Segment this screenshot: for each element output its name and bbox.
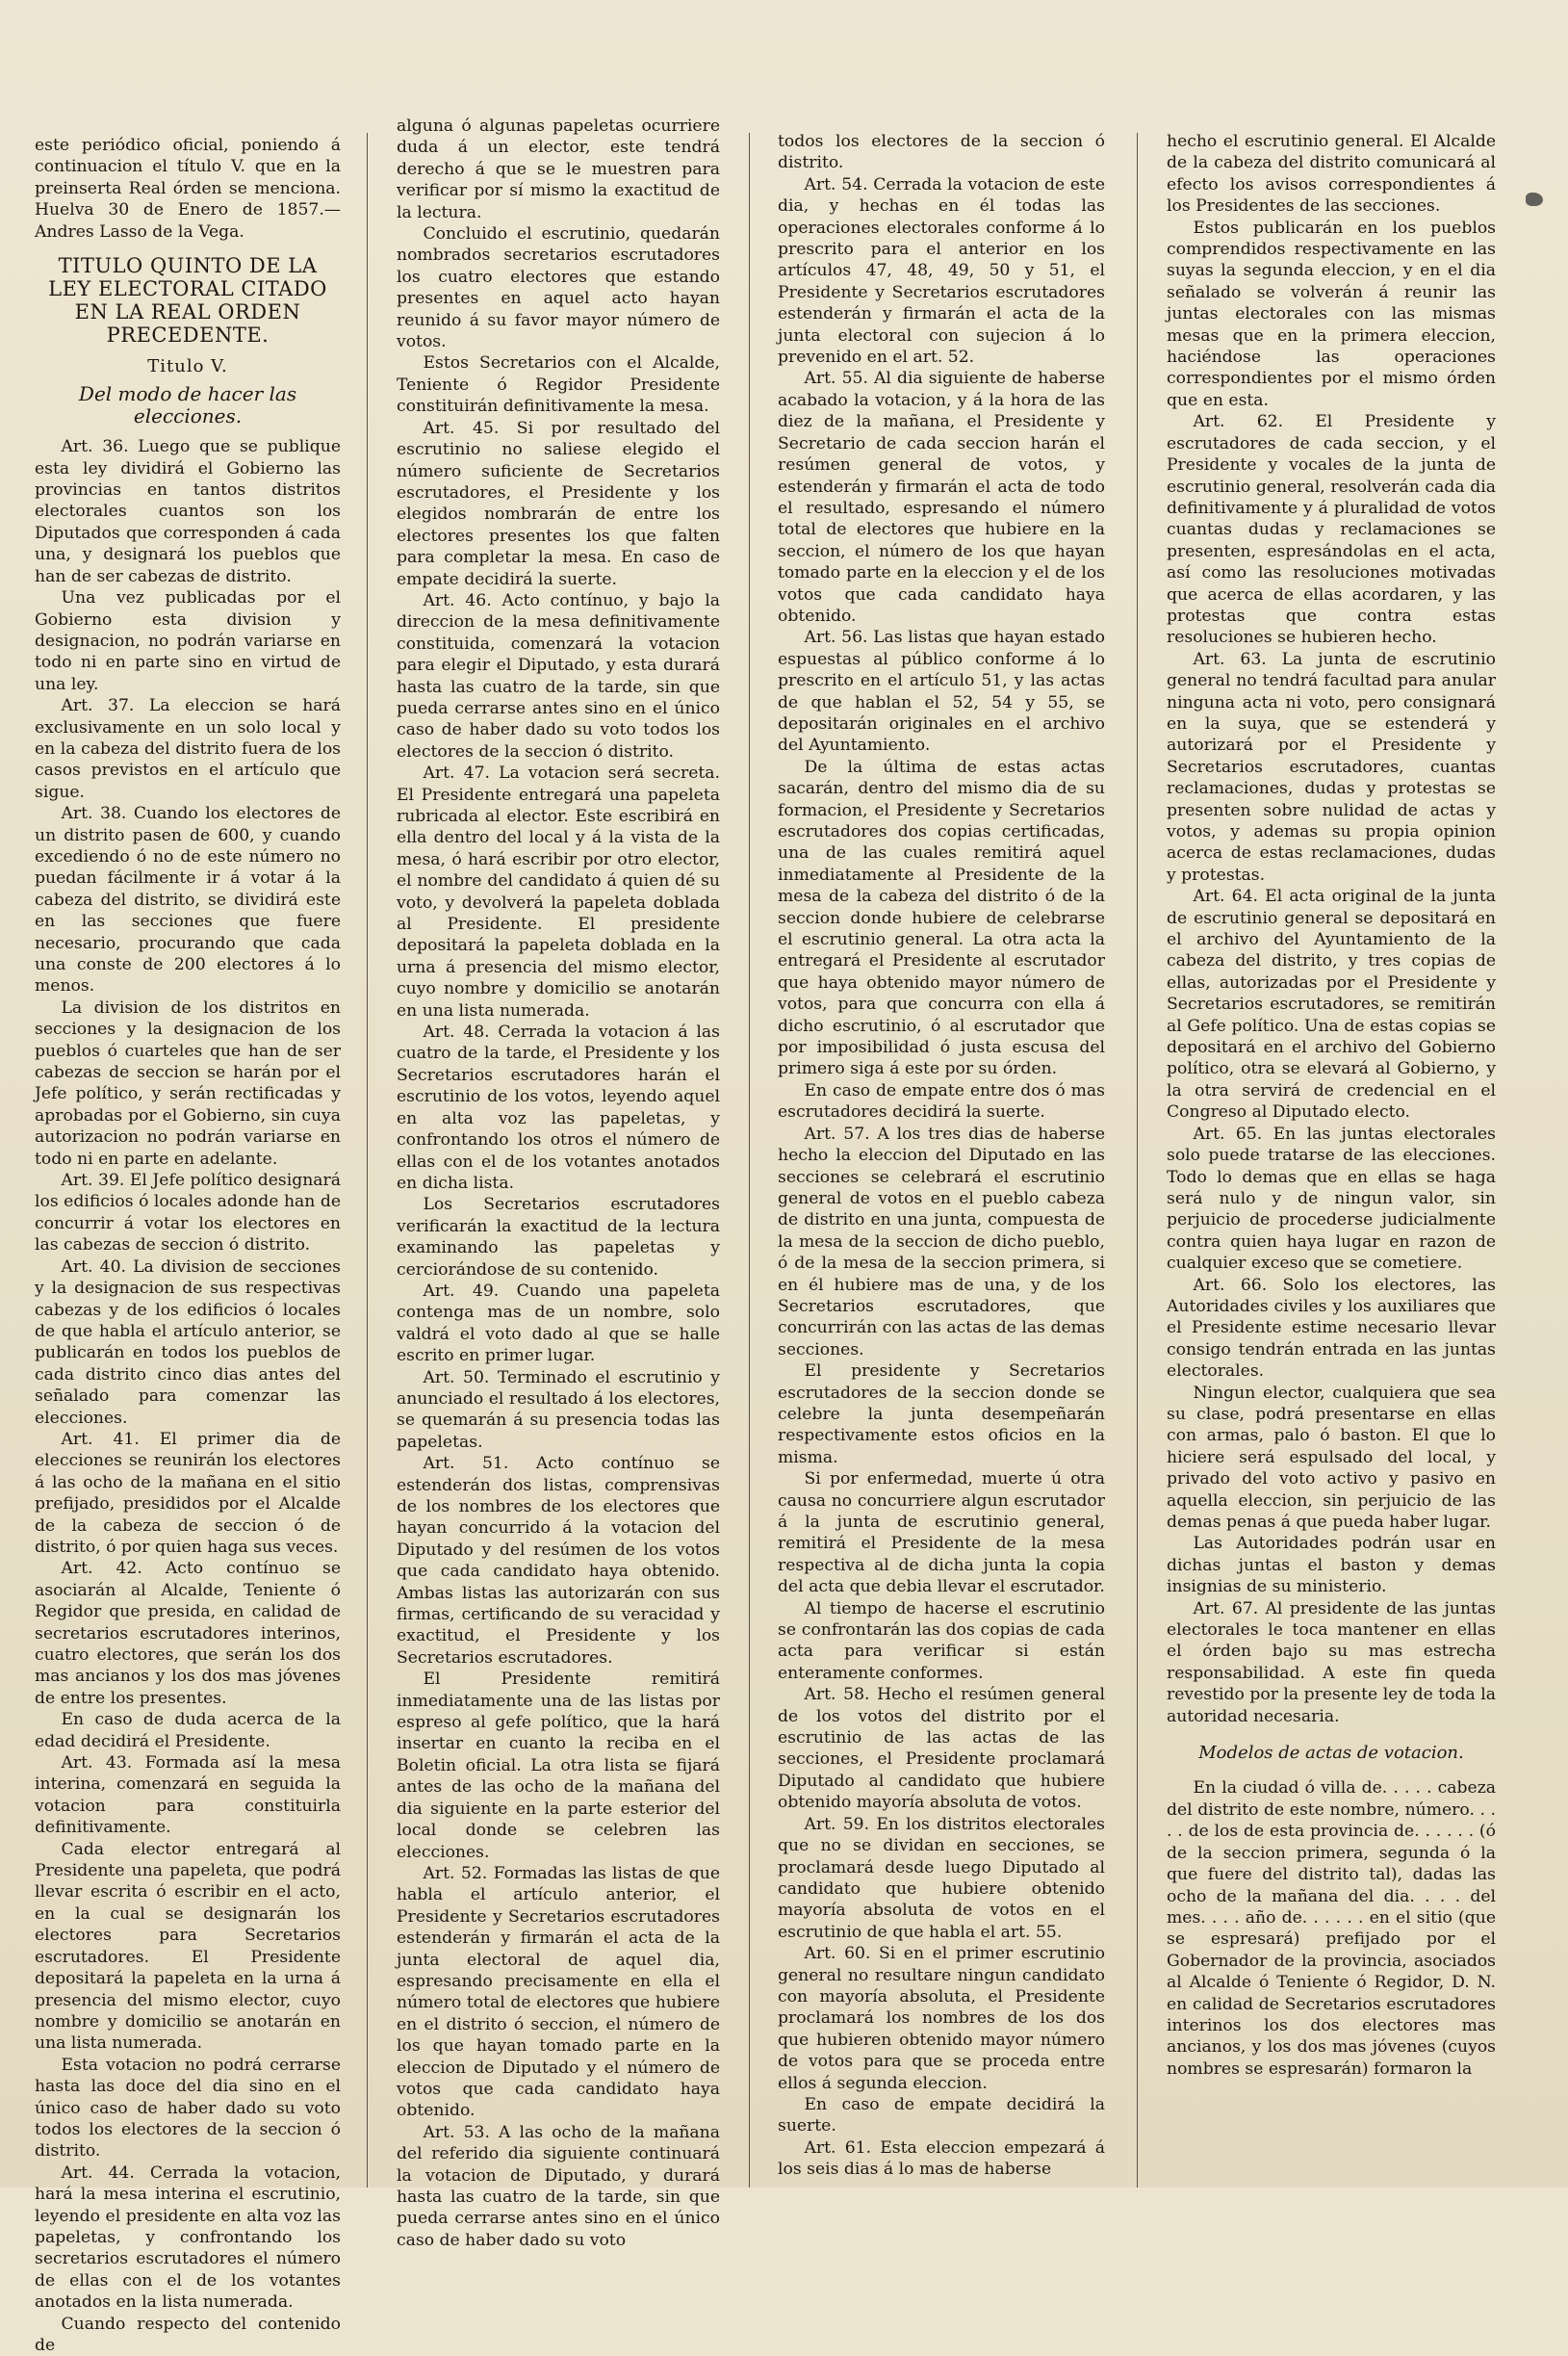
paragraph: Art. 57. A los tres dias de haberse hecho la eleccion del Diputado en las secciones se celebrará el escrutinio general de votos en el pueblo cabeza de distrito en una junta, compuesta de la mesa de la seccion de dicho pueblo, ó de la mesa de la seccion primera, si en él hubiere mas de una, y de los Secretarios escrutadores, que concurrirán con las actas de las demas secciones. <box>778 1124 1105 1359</box>
paragraph: Art. 53. A las ocho de la mañana del referido dia siguiente continuará la votacion de Diputado, y durará hasta las cuatro de la tarde, sin que pueda cerrarse antes sino en el único caso de haber dado su voto <box>397 2122 720 2250</box>
paragraph: Concluido el escrutinio, quedarán nombrados secretarios escrutadores los cuatro electores que estando presentes en aquel acto hayan reunido á su favor mayor número de votos. <box>397 224 720 352</box>
column-divider <box>367 133 368 2188</box>
paragraph: Cuando respecto del contenido de <box>35 2314 341 2355</box>
paragraph: Art. 58. Hecho el resúmen general de los votos del distrito por el escrutinio de las actas de las secciones, el Presidente proclamará Diputado al candidato que hubiere obtenido mayoría absoluta de votos. <box>778 1685 1105 1813</box>
paragraph: Art. 65. En las juntas electorales solo puede tratarse de las elecciones. Todo lo demas que en ellas se haga será nulo y de ningun valor, sin perjuicio de procederse judicialmente contra quien haya lugar en razon de cualquier exceso que se cometiere. <box>1167 1124 1496 1274</box>
paragraph: Art. 48. Cerrada la votacion á las cuatro de la tarde, el Presidente y los Secretarios escrutadores harán el escrutinio de los votos, leyendo aquel en alta voz las papeletas, y confrontando los otros el número de ellas con el de los votantes anotados en dicha lista. <box>397 1023 720 1193</box>
paragraph: Art. 42. Acto contínuo se asociarán al Alcalde, Teniente ó Regidor que presida, en calidad de secretarios escrutadores interinos, cuatro electores, que serán los dos mas ancianos y los dos mas jóvenes de entre los presentes. <box>35 1559 341 1708</box>
paragraph: Art. 52. Formadas las listas de que habla el artículo anterior, el Presidente y Secretarios escrutadores estenderán y firmarán el acta de la junta electoral de aquel dia, espresando precisamente en ella el número total de electores que hubiere en el distrito ó seccion, el número de los que hayan tomado parte en la eleccion de Diputado y el número de votos que cada candidato haya obtenido. <box>397 1863 720 2121</box>
paragraph: Esta votacion no podrá cerrarse hasta las doce del dia sino en el único caso de haber dado su voto todos los electores de la seccion ó distrito. <box>35 2055 341 2162</box>
paragraph: Art. 59. En los distritos electorales que no se dividan en secciones, se proclamará desde luego Diputado al candidato que hubiere obtenido mayoría absoluta de votos en el escrutinio de que habla el art. 55. <box>778 1814 1105 1942</box>
intro-paragraph: este periódico oficial, poniendo á continuacion el título V. que en la preinserta Real órden se menciona. Huelva 30 de Enero de 1857.— Andres Lasso de la Vega. <box>35 136 341 242</box>
paragraph: En la ciudad ó villa de. . . . . cabeza del distrito de este nombre, número. . . . . de los de esta provincia de. . . . . . (ó de la seccion primera, segunda ó la que fuere del distrito tal), dadas las ocho de la mañana del dia. . . . del mes. . . . año de. . . . . . en el sitio (que se espresará) prefijado por el Gobernador de la provincia, asociados al Alcalde ó Teniente ó Regidor, D. N. en calidad de Secretarios escrutadores interinos los dos electores mas ancianos, y los dos mas jóvenes (cuyos nombres se espresarán) formaron la <box>1167 1778 1496 2079</box>
paragraph: Art. 54. Cerrada la votacion de este dia, y hechas en él todas las operaciones electorales conforme á lo prescrito para el anterior en los artículos 47, 48, 49, 50 y 51, el Presidente y Secretarios escrutadores estenderán y firmarán el acta de la junta electoral con sujecion á lo prevenido en el art. 52. <box>778 174 1105 368</box>
paragraph: Ningun elector, cualquiera que sea su clase, podrá presentarse en ellas con armas, palo ó baston. El que lo hiciere será espulsado del local, y privado del voto activo y pasivo en aquella eleccion, sin perjuicio de las demas penas á que pueda haber lugar. <box>1167 1383 1496 1532</box>
paragraph: Al tiempo de hacerse el escrutinio se confrontarán las dos copias de cada acta para verificar si están enteramente conformes. <box>778 1598 1105 1683</box>
paragraph: Art. 44. Cerrada la votacion, hará la mesa interina el escrutinio, leyendo el presidente en alta voz las papeletas, y confrontando los secretarios escrutadores el número de ellas con el de los votantes anotados en la lista numerada. <box>35 2162 341 2313</box>
paragraph: Art. 64. El acta original de la junta de escrutinio general se depositará en el archivo del Ayuntamiento de la cabeza del distrito, y tres copias de ellas, autorizadas por el Presidente y Secretarios escrutadores, se remitirán al Gefe político. Una de estas copias se depositará en el archivo del Gobierno político, otra se elevará al Gobierno, y la otra servirá de credencial en el Congreso al Diputado electo. <box>1167 887 1496 1123</box>
paragraph: Art. 38. Cuando los electores de un distrito pasen de 600, y cuando excediendo ó no de este número no puedan fácilmente ir á votar á la cabeza del distrito, se dividirá este en las secciones que fuere necesario, procurando que cada una conste de 200 electores á lo menos. <box>35 804 341 997</box>
paragraph: Art. 46. Acto contínuo, y bajo la direccion de la mesa definitivamente constituida, comenzará la votacion para elegir el Diputado, y esta durará hasta las cuatro de la tarde, sin que pueda cerrarse antes sino en el único caso de haber dado su voto todos los electores de la seccion ó distrito. <box>397 590 720 762</box>
column-4 <box>1167 131 1496 2178</box>
column-divider <box>749 133 750 2188</box>
paragraph: Art. 66. Solo los electores, las Autoridades civiles y los auxiliares que el Presidente estime necesario llevar consigo tendrán entrada en las juntas electorales. <box>1167 1275 1496 1382</box>
paragraph: Art. 55. Al dia siguiente de haberse acabado la votacion, y á la hora de las diez de la mañana, el Presidente y Secretario de cada seccion harán el resúmen general de votos, y estenderán y firmarán el acta de todo el resultado, espresando el número total de electores que hubiere en la seccion, el número de los que hayan tomado parte en la eleccion y el de los votos que cada candidato haya obtenido. <box>778 369 1105 626</box>
paragraph: Cada elector entregará al Presidente una papeleta, que podrá llevar escrita ó escribir en el acto, en la cual se designarán los electores para Secretarios escrutadores. El Presidente depositará la papeleta en la urna á presencia del mismo elector, cuyo nombre y domicilio se anotarán en una lista numerada. <box>35 1839 341 2054</box>
paragraph: alguna ó algunas papeletas ocurriere duda á un elector, este tendrá derecho á que se le muestren para verificar por sí mismo la exactitud de la lectura. <box>397 117 720 222</box>
title-number: Titulo V. <box>147 356 228 377</box>
column-2 <box>397 116 720 2250</box>
paragraph: En caso de duda acerca de la edad decidirá el Presidente. <box>35 1710 341 1751</box>
chapter-heading: Del modo de hacer las elecciones. <box>78 382 297 427</box>
models-heading: Modelos de actas de votacion. <box>1198 1743 1464 1764</box>
paragraph: Art. 37. La eleccion se hará exclusivamente en un solo local y en la cabeza del distrito fuera de los casos previstos en el artículo que sigue. <box>35 696 341 802</box>
paragraph: Estos publicarán en los pueblos comprendidos respectivamente en las suyas la segunda eleccion, y en el dia señalado se volverán á reunir las juntas electorales con las mismas mesas que en la primera eleccion, haciéndose las operaciones correspondientes por el mismo órden que en esta. <box>1167 218 1496 410</box>
paragraph: Una vez publicadas por el Gobierno esta division y designacion, no podrán variarse en todo ni en parte sino en virtud de una ley. <box>35 588 341 694</box>
column-1 <box>35 135 341 2355</box>
paragraph: Si por enfermedad, muerte ú otra causa no concurriere algun escrutador á la junta de escrutinio general, remitirá el Presidente de la mesa respectiva al de dicha junta la copia del acta que debia llevar el escrutador. <box>778 1469 1105 1597</box>
paragraph: Art. 49. Cuando una papeleta contenga mas de un nombre, solo valdrá el voto dado al que se halle escrito en primer lugar. <box>397 1281 720 1366</box>
paragraph: El Presidente remitirá inmediatamente una de las listas por espreso al gefe político, que la hará insertar en cuanto la reciba en el Boletin oficial. La otra lista se fijará antes de las ocho de la mañana del dia siguiente en la parte esterior del local donde se celebren las elecciones. <box>397 1670 720 1862</box>
paragraph: Art. 51. Acto contínuo se estenderán dos listas, comprensivas de los nombres de los electores que hayan concurrido á la votacion del Diputado y del resúmen de los votos que cada candidato haya obtenido. Ambas listas las autorizarán con sus firmas, certificando de su veracidad y exactitud, el Presidente y los Secretarios escrutadores. <box>397 1454 720 1668</box>
paragraph: Art. 39. El Jefe político designará los edificios ó locales adonde han de concurrir á votar los electores en las cabezas de seccion ó distrito. <box>35 1171 341 1256</box>
paragraph: Estos Secretarios con el Alcalde, Teniente ó Regidor Presidente constituirán definitivamente la mesa. <box>397 353 720 417</box>
paragraph: Art. 50. Terminado el escrutinio y anunciado el resultado á los electores, se quemarán á su presencia todas las papeletas. <box>397 1367 720 1452</box>
paragraph: Art. 63. La junta de escrutinio general no tendrá facultad para anular ninguna acta ni voto, pero consignará en la suya, que se estenderá y autorizará por el Presidente y Secretarios escrutadores, cuantas reclamaciones, dudas y protestas se presenten sobre nulidad de actas y votos, y ademas su propia opinion acerca de estas reclamaciones, dudas y protestas. <box>1167 649 1496 885</box>
paragraph: Art. 41. El primer dia de elecciones se reunirán los electores á las ocho de la mañana en el sitio prefijado, presididos por el Alcalde de la cabeza de seccion ó de distrito, ó por quien haga sus veces. <box>35 1429 341 1557</box>
paragraph: Art. 45. Si por resultado del escrutinio no saliese elegido el número suficiente de Secretarios escrutadores, el Presidente y los elegidos nombrarán de entre los electores presentes los que falten para completar la mesa. En caso de empate decidirá la suerte. <box>397 418 720 589</box>
paragraph: De la última de estas actas sacarán, dentro del mismo dia de su formacion, el Presidente y Secretarios escrutadores dos copias certificadas, una de las cuales remitirá aquel inmediatamente al Presidente de la mesa de la cabeza del distrito ó de la seccion donde hubiere de celebrarse el escrutinio general. La otra acta la entregará el Presidente al escrutador que haya obtenido mayor número de votos, para que concurra con ella á dicho escrutinio, ó al escrutador que por imposibilidad ó justa escusa del primero siga á este por su órden. <box>778 757 1105 1079</box>
paragraph: Art. 47. La votacion será secreta. El Presidente entregará una papeleta rubricada al elector. Este escribirá en ella dentro del local y á la vista de la mesa, ó hará escribir por otro elector, el nombre del candidato á quien dé su voto, y devolverá la papeleta doblada al Presidente. El presidente depositará la papeleta doblada en la urna á presencia del mismo elector, cuyo nombre y domicilio se anotarán en una lista numerada. <box>397 764 720 1021</box>
paragraph: Art. 36. Luego que se publique esta ley dividirá el Gobierno las provincias en tantos distritos electorales cuantos son los Diputados que corresponden á cada una, y designará los pueblos que han de ser cabezas de distrito. <box>35 437 341 586</box>
paragraph: La division de los distritos en secciones y la designacion de los pueblos ó cuarteles que han de ser cabezas de seccion se harán por el Jefe político, y serán rectificadas y aprobadas por el Gobierno, sin cuya autorizacion no podrán variarse en todo ni en parte en adelante. <box>35 997 341 1169</box>
column-divider <box>1137 133 1138 2188</box>
paragraph: Art. 56. Las listas que hayan estado espuestas al público conforme á lo prescrito en el artículo 51, y las actas de que hablan el 52, 54 y 55, se depositarán originales en el archivo del Ayuntamiento. <box>778 628 1105 756</box>
paragraph: Art. 60. Si en el primer escrutinio general no resultare ningun candidato con mayoría absoluta, el Presidente proclamará los nombres de los dos que hubieren obtenido mayor número de votos para que se proceda entre ellos á segunda eleccion. <box>778 1944 1105 2093</box>
paragraph: Art. 40. La division de secciones y la designacion de sus respectivas cabezas y de los edificios ó locales de que habla el artículo anterior, se publicarán en todos los pueblos de cada distrito cinco dias antes del señalado para comenzar las elecciones. <box>35 1256 341 1428</box>
paragraph: El presidente y Secretarios escrutadores de la seccion donde se celebre la junta desempeñarán respectivamente estos oficios en la misma. <box>778 1361 1105 1467</box>
article-list <box>397 116 720 2251</box>
paragraph: Las Autoridades podrán usar en dichas juntas el baston y demas insignias de su ministerio. <box>1167 1534 1496 1597</box>
article-list <box>1167 131 1496 1727</box>
paragraph: Art. 67. Al presidente de las juntas electorales le toca mantener en ellas el órden bajo su mas estrecha responsabilidad. A este fin queda revestido por la presente ley de toda la autoridad necesaria. <box>1167 1598 1496 1726</box>
paragraph: hecho el escrutinio general. El Alcalde de la cabeza del distrito comunicará al efecto los avisos correspondientes á los Presidentes de las secciones. <box>1167 132 1496 217</box>
paragraph: Art. 61. Esta eleccion empezará á los seis dias á lo mas de haberse <box>778 2137 1105 2180</box>
model-text <box>1167 1777 1496 2080</box>
article-list <box>35 436 341 2356</box>
paragraph: Art. 43. Formada así la mesa interina, comenzará en seguida la votacion para constituirla definitivamente. <box>35 1753 341 1838</box>
section-title: TITULO QUINTO DE LA LEY ELECTORAL CITADO EN LA REAL ORDEN PRECEDENTE. <box>48 254 327 348</box>
paragraph: En caso de empate decidirá la suerte. <box>778 2094 1105 2136</box>
column-3 <box>778 131 1105 2178</box>
paragraph: En caso de empate entre dos ó mas escrutadores decidirá la suerte. <box>778 1080 1105 1123</box>
paragraph: todos los electores de la seccion ó distrito. <box>778 132 1105 173</box>
paragraph: Art. 62. El Presidente y escrutadores de cada seccion, y el Presidente y vocales de la junta de escrutinio general, resolverán cada dia definitivamente y á pluralidad de votos cuantas dudas y reclamaciones se presenten, espresándolas en el acta, así como las resoluciones motivadas que acerca de ellas acordaren, y las protestas que contra estas resoluciones se hubieren hecho. <box>1167 412 1496 648</box>
article-list <box>778 131 1105 2181</box>
paragraph: Los Secretarios escrutadores verificarán la exactitud de la lectura examinando las papeletas y cerciorándose de su contenido. <box>397 1195 720 1280</box>
ink-smudge <box>1526 193 1543 206</box>
